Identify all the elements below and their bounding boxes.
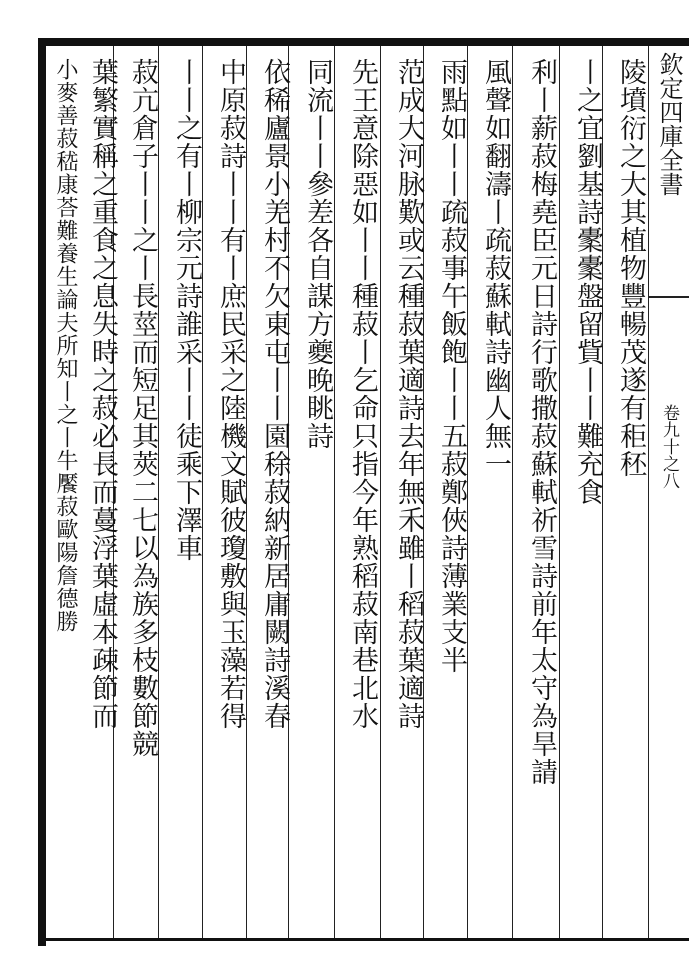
margin-title: 欽定四庫全書	[655, 52, 683, 196]
text-column-5: 雨點如丨丨疏菽事午飯飽丨丨五菽鄭俠詩薄業支半	[436, 58, 467, 674]
text-column-14: 小麥善菽嵇康荅難養生論夫所知丨之丨牛饜菽歐陽詹德勝	[53, 58, 78, 633]
text-column-7: 先王意除惡如丨丨種菽丨乞命只指今年熟稻菽南巷北水	[347, 58, 378, 730]
text-column-11: 丨丨之有丨柳宗元詩誰采丨丨徒乘下澤車	[171, 58, 202, 562]
frame-top-border	[38, 38, 689, 46]
frame-bottom-border	[38, 938, 689, 941]
frame-left-border	[38, 38, 46, 946]
text-column-6: 范成大河脉歎或云種菽葉適詩去年無禾雖丨稻菽葉適詩	[393, 58, 424, 730]
text-column-9: 依稀廬景小羌村不欠東屯丨丨園稌菽納新居庸闕詩溪春	[259, 58, 290, 730]
text-column-2: 丨之宜劉基詩㯻㯻盤留貲丨丨難充食	[572, 58, 603, 506]
text-column-3: 利丨薪菽梅堯臣元日詩行歌撒菽蘇軾祈雪詩前年太守為旱請	[526, 58, 557, 786]
text-column-12: 菽亢倉子丨丨之丨長莖而短足其莢二七以為族多枝數節競	[127, 58, 158, 758]
text-column-4: 風聲如翻濤丨疏菽蘇軾詩幽人無一	[480, 58, 511, 478]
text-column-8: 同流丨丨參差各自謀方夔晚眺詩	[302, 58, 333, 450]
text-column-13: 葉繁實稱之重食之息失時之菽必長而蔓浮葉虛本疎節而	[87, 58, 118, 730]
text-column-10: 中原菽詩丨丨有丨庶民采之陸機文賦彼瓊敷與玉藻若得	[215, 58, 246, 730]
margin-juan-label: 卷九十之八	[659, 404, 679, 489]
text-column-1: 陵墳衍之大其植物豐暢茂遂有秬秠	[615, 58, 646, 478]
